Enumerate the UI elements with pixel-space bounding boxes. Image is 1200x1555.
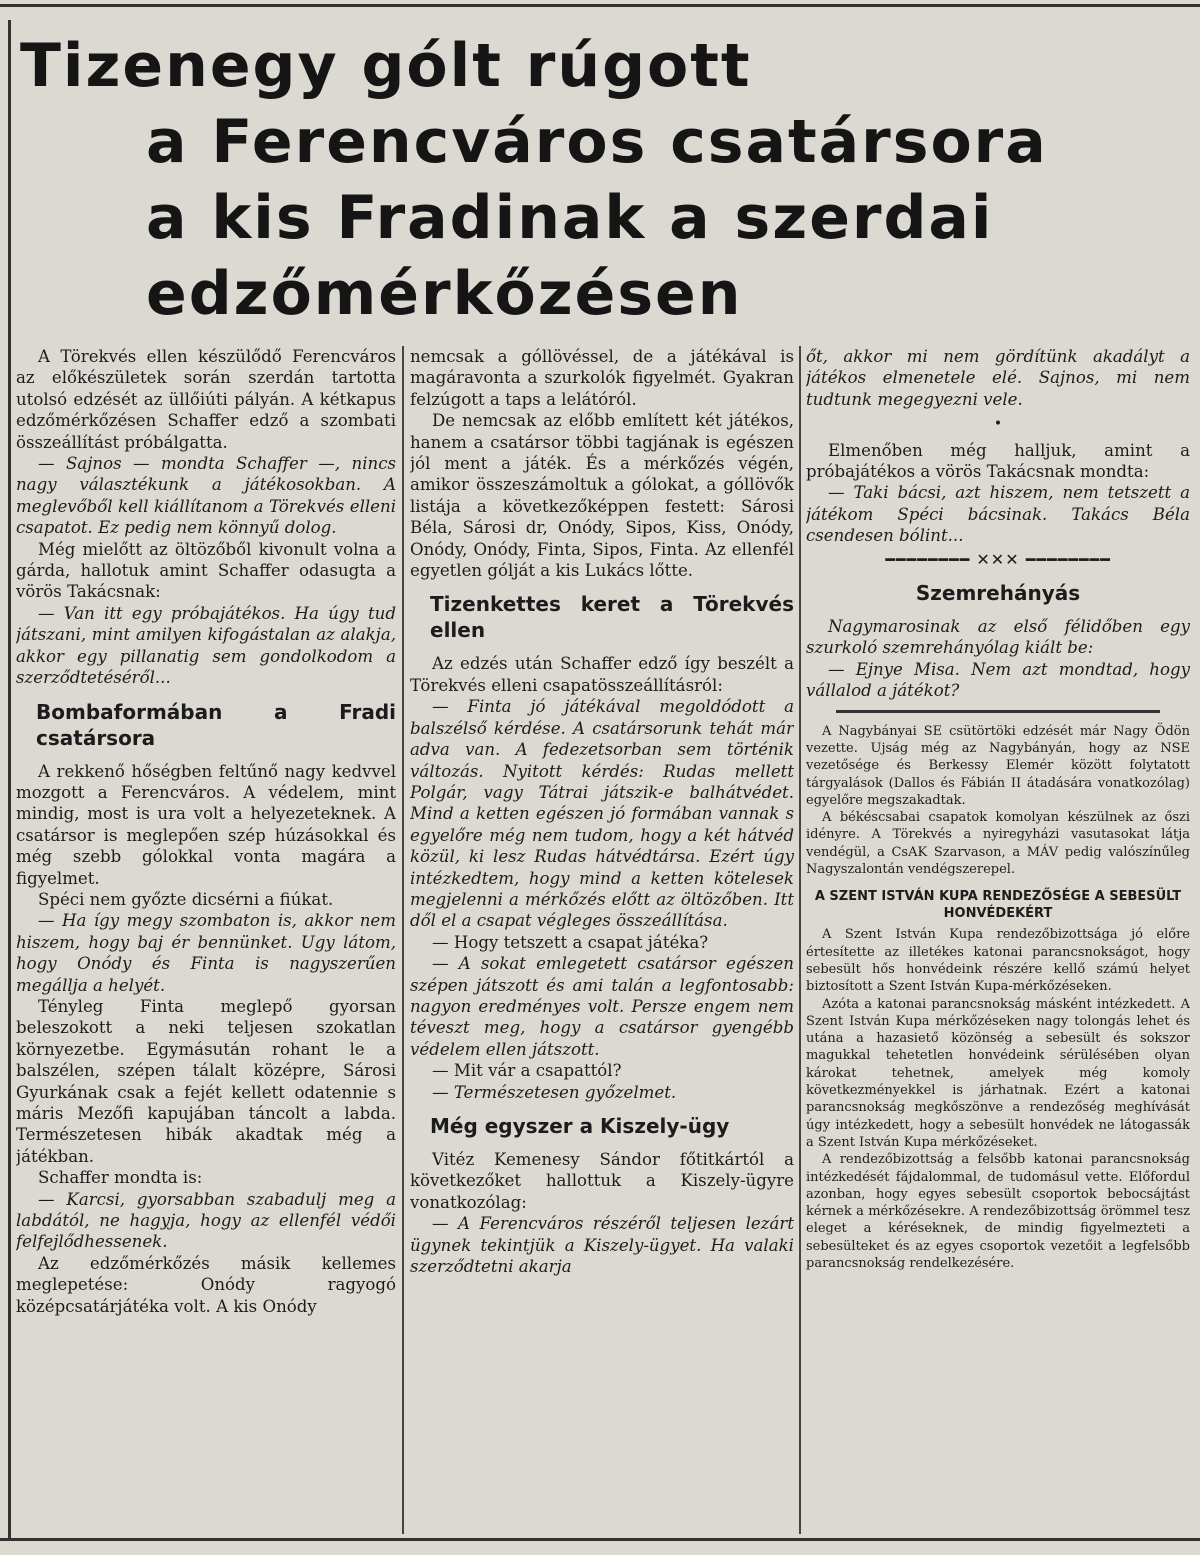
paragraph: De nemcsak az előbb említett két játékos, hanem a csatársor többi tagjának is egészen jól ment a játék. És a mérkőzés végén, amikor összeszámoltuk a gólokat, a góllövők listája a következőképpen festett: Sárosi Béla, Sárosi dr, Onódy, Sipos, Kiss, Onódy, Onódy, Onódy, Finta, Sipos, Finta. Az ellenfél egyetlen gólját a kis Lukács lőtte. xyxy=(410,411,794,581)
column-divider xyxy=(799,346,801,1534)
bullet-separator: • xyxy=(993,416,1003,433)
paragraph: Schaffer mondta is: xyxy=(38,1168,203,1188)
paragraph: A Szent István Kupa rendezőbizottsága jó előre értesítette az illetékes katonai parancsnokságot, hogy sebesült hős honvédeink részére kellő számú helyet biztosított a Szent István Kupa-mérkőzéseken. xyxy=(806,927,1190,995)
quote-paragraph: — Taki bácsi, azt hiszem, nem tetszett a játékom Spéci bácsinak. Takács Béla csendesen bólint... xyxy=(806,483,1190,546)
paragraph: A rekkenő hőségben feltűnő nagy kedvvel mozgott a Ferencváros. A védelem, mint mindig, most is ura volt a helyezeteknek. A csatársor is meglepően szép húzásokkal és még szebb gólokkal vonta magára a figyelmet. xyxy=(16,761,396,888)
paragraph: Elmenőben még halljuk, amint a próbajátékos a vörös Takácsnak mondta: xyxy=(806,440,1190,482)
paragraph: — Mit vár a csapattól? xyxy=(432,1061,622,1081)
quote-paragraph: — Sajnos — mondta Schaffer —, nincs nagy választékunk a játékosokban. A meglevőből kell kiállítanom a Törekvés elleni csapatot. Ez pedig nem könnyű dolog. xyxy=(16,454,396,538)
article-column-1 xyxy=(16,346,396,1532)
top-rule xyxy=(0,4,1200,7)
paragraph: A rendezőbizottság a felsőbb katonai parancsnokság intézkedését fájdalommal, de tudomásul vette. Előfordul azonban, hogy egyes sebesült csoportok bebocsájtást kérnek a mérkőzésekre. A rendezőbizottság örömmel tesz eleget a kéréseknek, de mindig figyelmezteti a sebesülteket és az egyes csoportok vezetőit a legfelsőbb parancsnokság rendelkezésére. xyxy=(806,1152,1190,1271)
left-column-rule xyxy=(8,20,11,1540)
bottom-rule xyxy=(0,1538,1200,1541)
column-divider xyxy=(402,346,404,1534)
article-column-2 xyxy=(410,346,794,1532)
subheading-tizenkettes-keret: Tizenkettes keret a Törekvés ellen xyxy=(430,592,794,643)
paragraph: — Hogy tetszett a csapat játéka? xyxy=(432,932,709,952)
news-brief-block xyxy=(806,723,1190,1273)
article-column-3 xyxy=(806,346,1190,1532)
quote-paragraph: — Van itt egy próbajátékos. Ha úgy tud játszani, mint amilyen kifogástalan az alakja, akkor egy pillanatig sem gondolkodom a szerződtetéséről... xyxy=(16,603,396,688)
paragraph: Vitéz Kemenesy Sándor főtitkártól a következőket hallottuk a Kiszely-ügyre vonatkozólag: xyxy=(410,1150,794,1212)
subheading-kiszely-ugy: Még egyszer a Kiszely-ügy xyxy=(430,1114,730,1138)
headline-line-1: Tizenegy gólt rúgott xyxy=(20,31,752,101)
headline-line-4: edzőmérkőzésen xyxy=(146,259,743,329)
quote-paragraph: — Ejnye Misa. Nem azt mondtad, hogy vállalod a játékot? xyxy=(806,659,1190,701)
headline-line-2: a Ferencváros csatársora xyxy=(146,107,1048,177)
subheading-szemrehanyas: Szemrehányás xyxy=(915,581,1081,606)
paragraph: Az edzőmérkőzés másik kellemes meglepetése: Onódy ragyogó középcsatárjátéka volt. A kis Onódy xyxy=(16,1253,396,1316)
quote-paragraph: Nagymarosinak az első félidőben egy szurkoló szemrehányólag kiált be: xyxy=(806,617,1190,658)
paragraph: A Nagybányai SE csütörtöki edzését már Nagy Ödön vezette. Ujság még az Nagybányán, hogy az NSE vezetősége és Berkessy Elemér között folytatott tárgyalások (Dallos és Fábián II átadására vonatkozólag) egyelőre megszakadtak. xyxy=(806,723,1190,808)
subheading-szent-istvan-kupa: A SZENT ISTVÁN KUPA RENDEZŐSÉGE A SEBESÜLT HONVÉDEKÉRT xyxy=(814,889,1182,922)
paragraph: Tényleg Finta meglepő gyorsan beleszokott a neki teljesen szokatlan környezetbe. Egymásután rohant le a balszélen, szépen tálalt középre, Sárosi Gyurkának csak a fejét kellett odatennie s máris Mezőfi kapujában táncolt a labda. Természetesen hibák akadtak még a játékban. xyxy=(16,996,396,1166)
paragraph: Azóta a katonai parancsnokság másként intézkedett. A Szent István Kupa mérkőzéseken nagy tolongás lehet és utána a hazasiető közönség a sebesült és sokszor magukkal tehetetlen honvédeink sérülésében olyan károkat tehetnek, amelyek még komoly következményekkel is járhatnak. Ezért a katonai parancsnokság megkőszönve a rendezőség meghívását úgy intézkedett, hogy a sebesült honvédek ne látogassák a Szent István Kupa mérkőzéseket. xyxy=(806,996,1190,1150)
quote-paragraph: — A sokat emlegetett csatársor egészen szépen játszott és ami talán a legfontosabb: nagyon eredményes volt. Persze engem nem téveszt meg, hogy a csatársor gyengébb védelem ellen játszott. xyxy=(410,954,794,1059)
quote-paragraph: — Finta jó játékával megoldódott a balszélső kérdése. A csatársorunk tehát már adva van. A fedezetsorban sem történik változás. Nyitott kérdés: Rudas mellett Polgár, vagy Tátrai játszik-e balhátvédet. Mind a ketten egészen jó formában vannak s egyelőre még nem tudom, hogy a két hátvéd közül, ki lesz Rudas hátvédtársa. Ezért úgy intézkedtem, hogy mind a ketten kötelesek megjelenni a mérkőzés előtt az öltözőben. Itt dől el a csapat végleges összeállítása. xyxy=(410,697,794,931)
quote-paragraph: — A Ferencváros részéről teljesen lezárt ügynek tekintjük a Kiszely-ügyet. Ha valaki szerződtetni akarja xyxy=(410,1214,794,1277)
ornament-divider: ━━━━━━━━ ✕✕✕ ━━━━━━━━ xyxy=(885,549,1111,569)
subheading-bombaformaban: Bombaformában a Fradi csatársora xyxy=(36,699,396,750)
paragraph: A Törekvés ellen készülődő Ferencváros az előkészületek során szerdán tartotta utolsó edzését az üllőiúti pályán. A kétkapus edzőmérkőzésen Schaffer edző a szombati összeállítást próbálgatta. xyxy=(16,347,396,452)
quote-paragraph: — Természetesen győzelmet. xyxy=(432,1082,677,1102)
quote-paragraph: — Ha így megy szombaton is, akkor nem hiszem, hogy baj ér bennünket. Ugy látom, hogy Onódy és Finta is nagyszerűen megállja a helyét. xyxy=(16,911,396,995)
headline-line-3: a kis Fradinak a szerdai xyxy=(146,183,994,253)
paragraph: Még mielőtt az öltözőből kivonult volna a gárda, hallotuk amint Schaffer odasugta a vörös Takácsnak: xyxy=(16,539,396,602)
quote-paragraph: — Karcsi, gyorsabban szabadulj meg a labdától, ne hagyja, hogy az ellenfél védői felfejlődhessenek. xyxy=(16,1189,396,1252)
article-headline xyxy=(20,28,1180,332)
paragraph: nemcsak a góllövéssel, de a játékával is magáravonta a szurkolók figyelmét. Gyakran felzúgott a taps a lelátóról. xyxy=(410,347,794,409)
paragraph: A békéscsabai csapatok komolyan készülnek az őszi idényre. A Törekvés a nyiregyházi vasutasokat látja vendégül, a CsAK Szarvason, a MÁV pedig valószínűleg Nagyszalontán vendégszerepel. xyxy=(806,810,1190,878)
paragraph: Spéci nem győzte dicsérni a fiúkat. xyxy=(38,889,334,909)
paragraph: Az edzés után Schaffer edző így beszélt a Törekvés elleni csapatösszeállításról: xyxy=(410,654,794,695)
section-divider xyxy=(836,710,1160,713)
quote-paragraph: őt, akkor mi nem gördítünk akadályt a játékos elmenetele elé. Sajnos, mi nem tudtunk megegyezni vele. xyxy=(806,347,1190,409)
